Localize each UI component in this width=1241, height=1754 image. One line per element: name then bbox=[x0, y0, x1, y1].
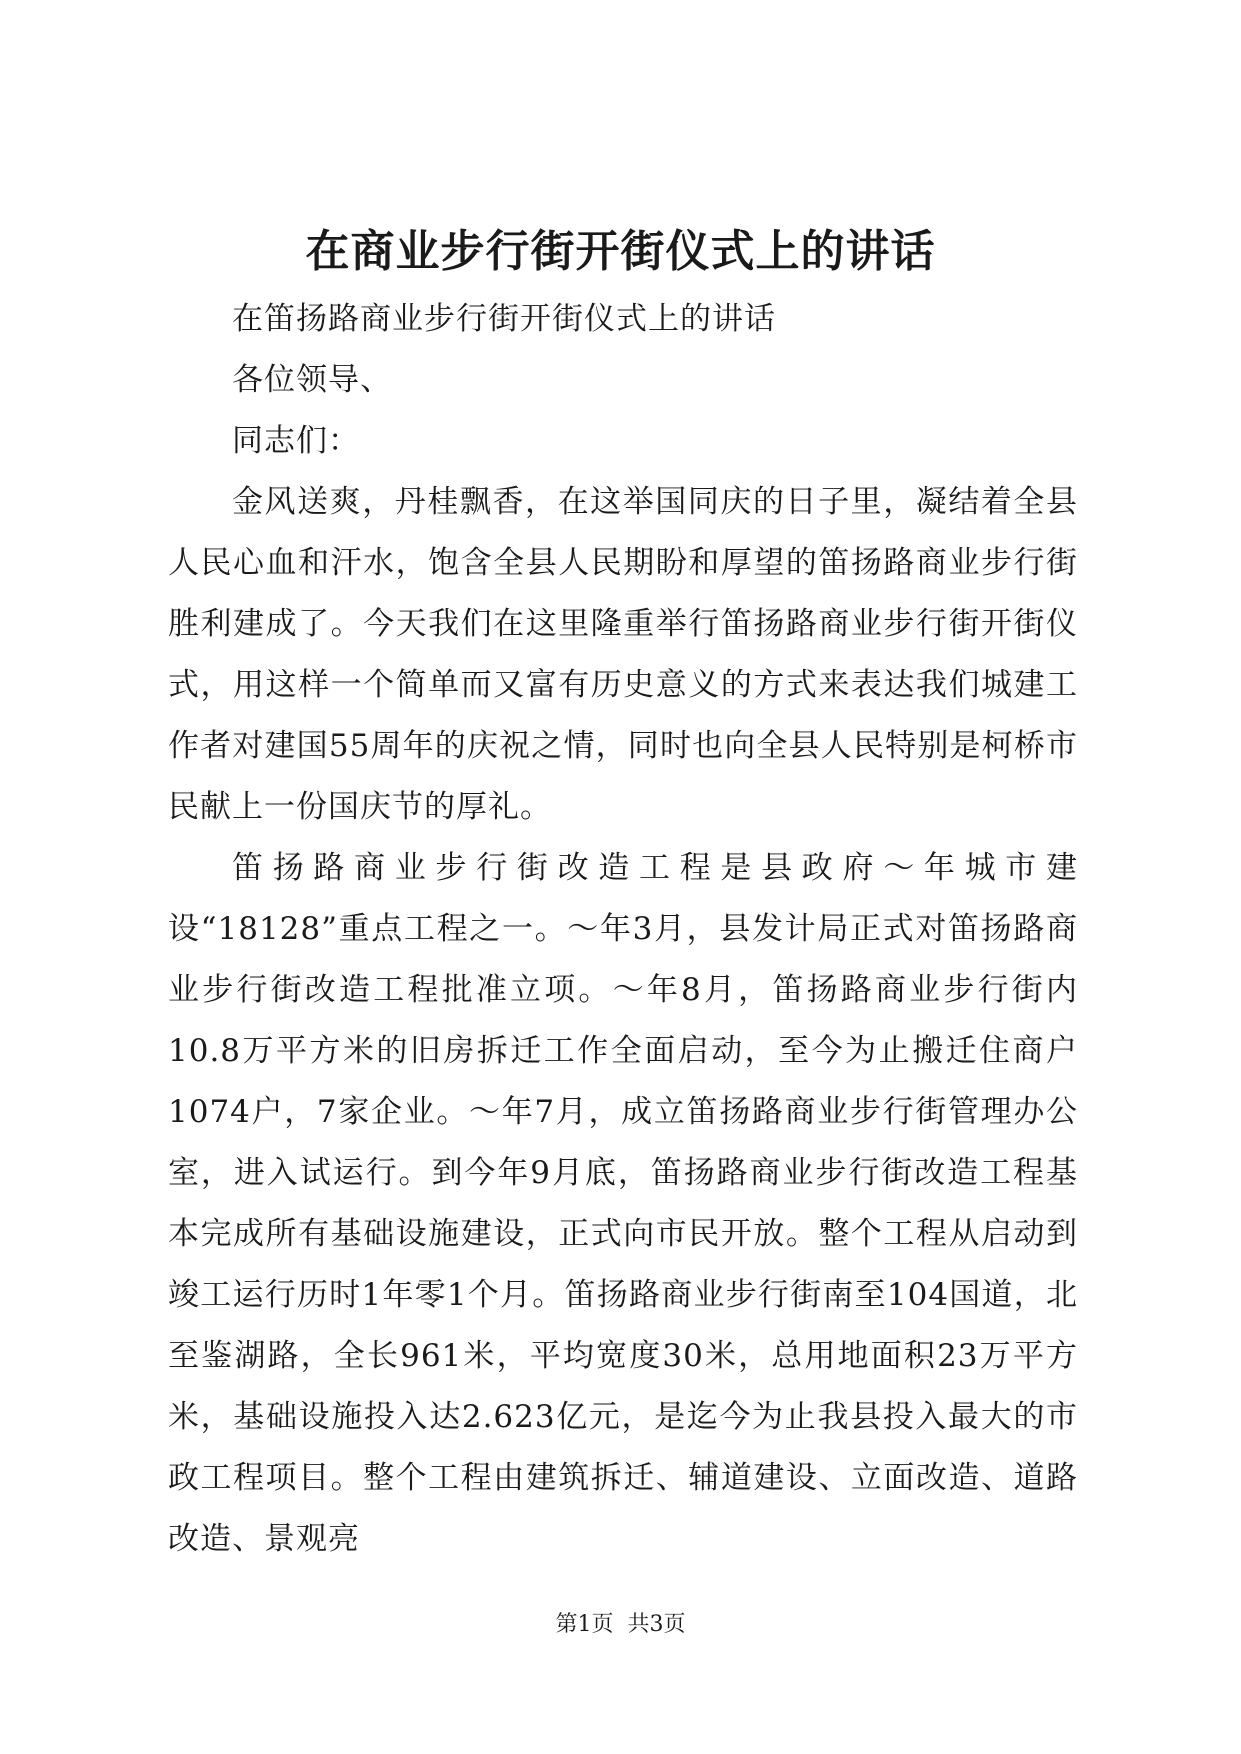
body-paragraph: 金风送爽，丹桂飘香，在这举国同庆的日子里，凝结着全县人民心血和汗水，饱含全县人民期盼和厚望的笛扬路商业步行街胜利建成了。今天我们在这里隆重举行笛扬路商业步行街开街仪式，用这样一个简单而又富有历史意义的方式来表达我们城建工作者对建国55周年的庆祝之情，同时也向全县人民特别是柯桥市民献上一份国庆节的厚礼。 bbox=[168, 484, 1078, 825]
page-footer bbox=[0, 1610, 1241, 1640]
document-body bbox=[168, 289, 1078, 1570]
page-title: 在商业步行街开街仪式上的讲话 bbox=[305, 226, 936, 277]
footer-separator bbox=[614, 1612, 628, 1637]
speech-subtitle: 在笛扬路商业步行街开街仪式上的讲话 bbox=[232, 301, 776, 337]
current-page-label: 第1页 bbox=[555, 1612, 614, 1637]
salutation-leaders: 各位领导、 bbox=[232, 362, 392, 398]
total-pages-label: 共3页 bbox=[627, 1612, 686, 1637]
body-paragraph: 笛扬路商业步行街改造工程是县政府～年城市建设“18128”重点工程之一。～年3月，县发计局正式对笛扬路商业步行街改造工程批准立项。～年8月，笛扬路商业步行街内10.8万平方米的旧房拆迁工作全面启动，至今为止搬迁住商户1074户，7家企业。～年7月，成立笛扬路商业步行街管理办公室，进入试运行。到今年9月底，笛扬路商业步行街改造工程基本完成所有基础设施建设，正式向市民开放。整个工程从启动到竣工运行历时1年零1个月。笛扬路商业步行街南至104国道，北至鉴湖路，全长961米，平均宽度30米，总用地面积23万平方米，基础设施投入达2.623亿元，是迄今为止我县投入最大的市政工程项目。整个工程由建筑拆迁、辅道建设、立面改造、道路改造、景观亮 bbox=[168, 850, 1078, 1557]
salutation-comrades: 同志们： bbox=[232, 423, 360, 459]
